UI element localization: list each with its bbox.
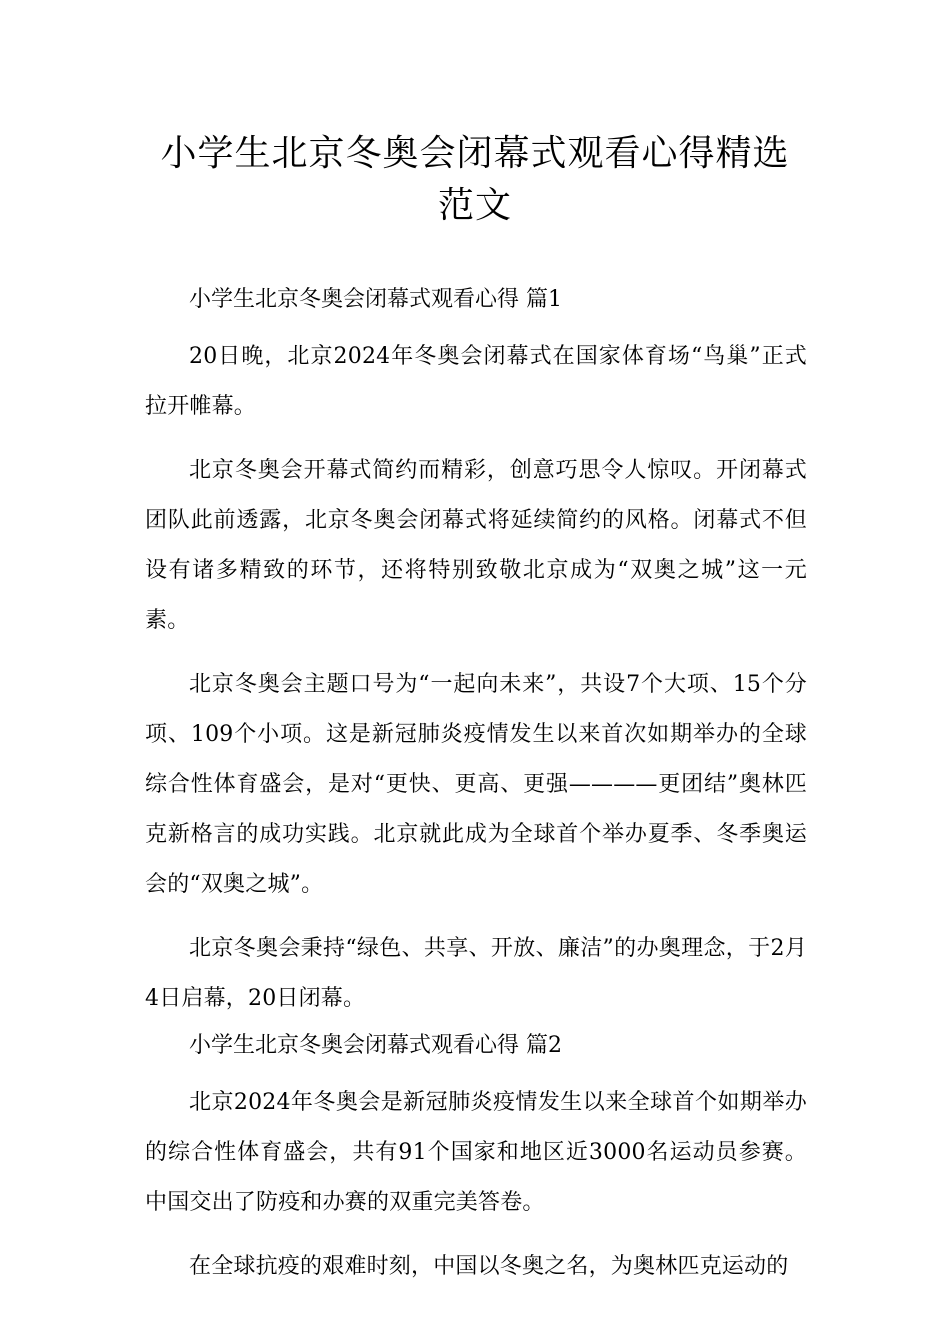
- title-line-1: 小学生北京冬奥会闭幕式观看心得精选: [160, 133, 790, 174]
- section-heading-2: 小学生北京冬奥会闭幕式观看心得 篇2: [189, 1033, 562, 1058]
- paragraph: 在全球抗疫的艰难时刻，中国以冬奥之名，为奥林匹克运动的: [189, 1254, 789, 1279]
- section-heading-1: 小学生北京冬奥会闭幕式观看心得 篇1: [189, 287, 562, 312]
- paragraph: 北京2024年冬奥会是新冠肺炎疫情发生以来全球首个如期举办的综合性体育盛会，共有91个国家和地区近3000名运动员参赛。中国交出了防疫和办赛的双重完美答卷。: [145, 1090, 807, 1215]
- document-title: [140, 128, 810, 232]
- paragraph: 北京冬奥会主题口号为“一起向未来”，共设7个大项、15个分项、109个小项。这是新冠肺炎疫情发生以来首次如期举办的全球综合性体育盛会，是对“更快、更高、更强————更团结”奥林匹克新格言的成功实践。北京就此成为全球首个举办夏季、冬季奥运会的“双奥之城”。: [145, 672, 807, 897]
- paragraph: 20日晚，北京2024年冬奥会闭幕式在国家体育场“鸟巢”正式拉开帷幕。: [145, 344, 807, 419]
- document-body: [145, 282, 807, 1306]
- paragraph: 北京冬奥会开幕式简约而精彩，创意巧思令人惊叹。开闭幕式团队此前透露，北京冬奥会闭幕式将延续简约的风格。闭幕式不但设有诸多精致的环节，还将特别致敬北京成为“双奥之城”这一元素。: [145, 458, 807, 633]
- paragraph: 北京冬奥会秉持“绿色、共享、开放、廉洁”的办奥理念，于2月4日启幕，20日闭幕。: [145, 936, 807, 1011]
- title-line-2: 范文: [437, 185, 512, 226]
